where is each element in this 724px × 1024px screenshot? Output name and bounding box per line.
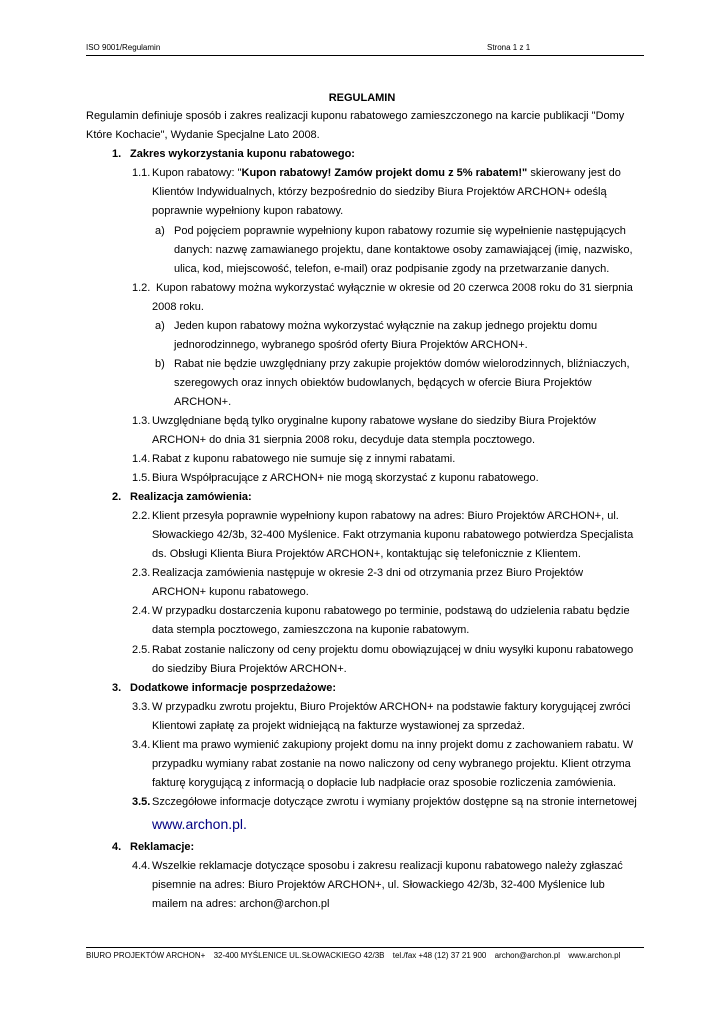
p22-line-3: ds. Obsługi Klienta Biura Projektów ARCHON+, kontaktując się telefonicznie z Klientem.: [152, 548, 581, 560]
p12b-line-3: ARCHON+.: [174, 396, 232, 408]
p13-line-2: ARCHON+ do dnia 31 sierpnia 2008 roku, decyduje data stempla pocztowego.: [152, 434, 536, 446]
p35-line-1: Szczegółowe informacje dotyczące zwrotu i wymiany projektów dostępne są na stronie internetowej: [152, 796, 637, 808]
p15-number: 1.5.: [132, 472, 151, 484]
p34-number: 3.4.: [132, 739, 151, 751]
section-3-number: 3.: [112, 682, 122, 694]
p12a-line-2: jednorodzinnego, wybranego spośród oferty Biura Projektów ARCHON+.: [174, 339, 528, 351]
p44-line-3: mailem na adres: archon@archon.pl: [152, 898, 330, 910]
p12b-line-1: Rabat nie będzie uwzględniany przy zakupie projektów domów wielorodzinnych, bliźniaczych,: [174, 358, 630, 370]
footer-company: BIURO PROJEKTÓW ARCHON+: [86, 951, 206, 960]
p15-line-1: Biura Współpracujące z ARCHON+ nie mogą skorzystać z kuponu rabatowego.: [152, 472, 539, 484]
p11a-line-1: Pod pojęciem poprawnie wypełniony kupon rabatowy rozumie się wypełnienie następujących: [174, 225, 626, 237]
p34-line-3: fakturę korygującą z informacją o dopłacie lub nadpłacie oraz sposobie rozliczenia zamówienia.: [152, 777, 617, 789]
section-2-title: Realizacja zamówienia:: [130, 491, 252, 503]
header-doc-id: ISO 9001/Regulamin: [86, 43, 161, 52]
p34-line-2: przypadku wymiany rabat zostanie na nowo naliczony od ceny wybranego projektu. Klient otrzyma: [152, 758, 631, 770]
p22-line-2: Słowackiego 42/3b, 32-400 Myślenice. Fakt otrzymania kuponu rabatowego potwierdza Specjalista: [152, 529, 634, 541]
footer-address: 32-400 MYŚLENICE UL.SŁOWACKIEGO 42/3B: [213, 951, 385, 960]
p11-post: skierowany jest do: [527, 167, 621, 179]
p25-line-2: do siedziby Biura Projektów ARCHON+.: [152, 663, 347, 675]
p13-line-1: Uwzględniane będą tylko oryginalne kupony rabatowe wysłane do siedziby Biura Projektów: [152, 415, 596, 427]
section-2-number: 2.: [112, 491, 122, 503]
p12b-line-2: szeregowych oraz innych obiektów budowlanych, będących w ofercie Biura Projektów: [174, 377, 592, 389]
p24-line-2: data stempla pocztowego, zamieszczona na kuponie rabatowym.: [152, 624, 470, 636]
p13-number: 1.3.: [132, 415, 151, 427]
p22-number: 2.2.: [132, 510, 151, 522]
p23-number: 2.3.: [132, 567, 151, 579]
p14-line-1: Rabat z kuponu rabatowego nie sumuje się z innymi rabatami.: [152, 453, 456, 465]
intro-line-1: Regulamin definiuje sposób i zakres realizacji kuponu rabatowego zamieszczonego na karcie publikacji "Domy: [86, 110, 625, 122]
p24-number: 2.4.: [132, 605, 151, 617]
p14-number: 1.4.: [132, 453, 151, 465]
p11a-line-3: ulica, kod, miejscowość, telefon, e-mail) oraz podpisanie zgody na przetwarzanie danych.: [174, 263, 610, 275]
p25-line-1: Rabat zostanie naliczony od ceny projektu domu obowiązującej w dniu wysyłki kuponu rabatowego: [152, 644, 634, 656]
p12b-number: b): [155, 358, 165, 370]
page-header: [86, 43, 644, 56]
p11a-line-2: danych: nazwę zamawianego projektu, dane kontaktowe osoby zamawiającej (imię, nazwisko,: [174, 244, 633, 256]
section-1-number: 1.: [112, 148, 122, 160]
p11-pre: Kupon rabatowy: ": [152, 167, 242, 179]
document-title: REGULAMIN: [328, 92, 396, 104]
section-1-title: Zakres wykorzystania kuponu rabatowego:: [130, 148, 355, 160]
p35-number: 3.5.: [132, 796, 151, 808]
p33-line-2: Klientowi zapłatę za projekt widniejącą na fakturze wystawionej za sprzedaż.: [152, 720, 525, 732]
header-page-number: Strona 1 z 1: [487, 43, 531, 52]
section-4-title: Reklamacje:: [130, 841, 195, 853]
p12-line-1: Kupon rabatowy można wykorzystać wyłącznie w okresie od 20 czerwca 2008 roku do 31 sierpnia: [156, 282, 633, 294]
p33-number: 3.3.: [132, 701, 151, 713]
page-footer: [86, 947, 644, 960]
p25-number: 2.5.: [132, 644, 151, 656]
p44-line-2: pisemnie na adres: Biuro Projektów ARCHON+, ul. Słowackiego 42/3b, 32-400 Myślenice lub: [152, 879, 605, 891]
p11-line-2: Klientów Indywidualnych, którzy bezpośrednio do siedziby Biura Projektów ARCHON+ odeślą: [152, 186, 607, 198]
footer-phone: tel./fax +48 (12) 37 21 900: [392, 951, 487, 960]
footer-email: archon@archon.pl: [494, 951, 561, 960]
p23-line-1: Realizacja zamówienia następuje w okresie 2-3 dni od otrzymania przez Biuro Projektów: [152, 567, 584, 579]
p11-line-3: poprawnie wypełniony kupon rabatowy.: [152, 205, 344, 217]
p33-line-1: W przypadku zwrotu projektu, Biuro Projektów ARCHON+ na podstawie faktury korygującej zwróci: [152, 701, 631, 713]
intro-line-2: Które Kochacie", Wydanie Specjalne Lato 2008.: [86, 129, 320, 141]
p11-line-1: [152, 167, 621, 180]
section-4-number: 4.: [112, 841, 122, 853]
archon-website-link[interactable]: www.archon.pl.: [152, 816, 247, 832]
p12a-line-1: Jeden kupon rabatowy można wykorzystać wyłącznie na zakup jednego projektu domu: [174, 320, 598, 332]
section-3-title: Dodatkowe informacje posprzedażowe:: [130, 682, 336, 694]
p44-number: 4.4.: [132, 860, 151, 872]
p12-line-2: 2008 roku.: [152, 301, 204, 313]
p11a-number: a): [155, 225, 165, 237]
p12a-number: a): [155, 320, 165, 332]
footer-website: www.archon.pl: [568, 951, 621, 960]
p11-number: 1.1.: [132, 167, 151, 179]
p12-number: 1.2.: [132, 282, 151, 294]
p11-bold: Kupon rabatowy! Zamów projekt domu z 5% rabatem!": [241, 167, 528, 179]
p23-line-2: ARCHON+ kuponu rabatowego.: [152, 586, 309, 598]
p34-line-1: Klient ma prawo wymienić zakupiony projekt domu na inny projekt domu z zachowaniem rabatu. W: [152, 739, 634, 751]
p24-line-1: W przypadku dostarczenia kuponu rabatowego po terminie, podstawą do udzielenia rabatu będzie: [152, 605, 630, 617]
p44-line-1: Wszelkie reklamacje dotyczące sposobu i zakresu realizacji kuponu rabatowego należy zgłaszać: [152, 860, 623, 872]
p22-line-1: Klient przesyła poprawnie wypełniony kupon rabatowy na adres: Biuro Projektów ARCHON+, ul.: [152, 510, 619, 522]
